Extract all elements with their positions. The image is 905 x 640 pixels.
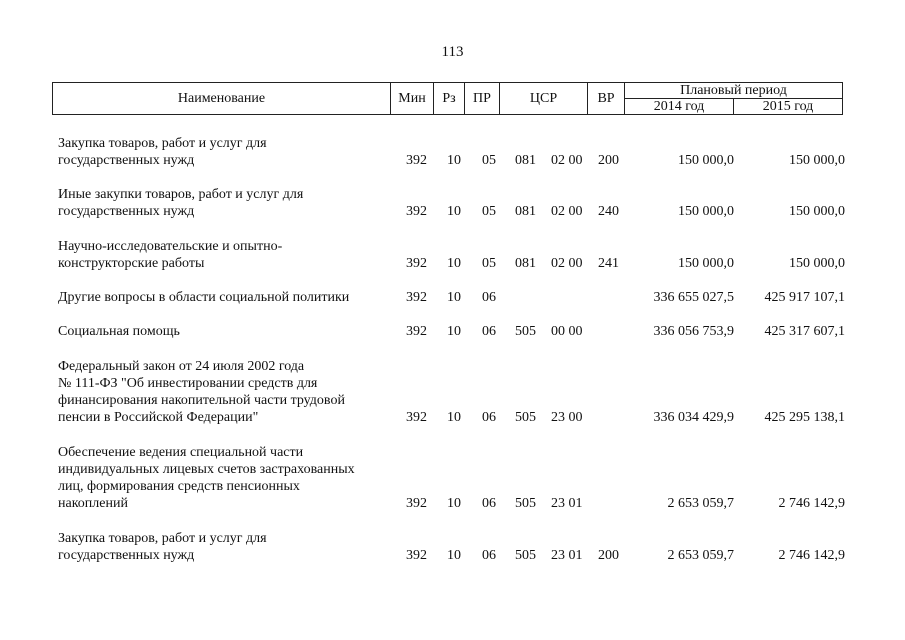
row-pr: 05 xyxy=(482,204,496,219)
row-rz: 10 xyxy=(447,290,461,305)
page-number: 113 xyxy=(441,44,464,60)
row-name: Обеспечение ведения специальной части индивидуальных лицевых счетов застрахованных лиц, формирования средств пенсионных накоплений xyxy=(58,445,355,511)
row-csr-code: 081 xyxy=(515,204,536,219)
row-rz: 10 xyxy=(447,410,461,425)
header-csr: ЦСР xyxy=(500,83,588,115)
row-2015-value: 2 746 142,9 xyxy=(778,496,845,511)
row-2014-value: 2 653 059,7 xyxy=(667,548,734,563)
row-csr-code: 505 xyxy=(515,410,536,425)
row-vr: 240 xyxy=(598,204,619,219)
row-2014-value: 150 000,0 xyxy=(678,204,734,219)
row-name: Закупка товаров, работ и услуг для государственных нужд xyxy=(58,136,267,168)
header-planned-period: Плановый период xyxy=(625,83,843,99)
row-2015-value: 425 295 138,1 xyxy=(764,410,845,425)
row-min: 392 xyxy=(406,496,427,511)
row-vr: 200 xyxy=(598,153,619,168)
header-name: Наименование xyxy=(53,83,391,115)
row-2014-value: 336 056 753,9 xyxy=(653,324,734,339)
row-csr-subcode: 02 00 xyxy=(551,153,583,168)
row-2014-value: 2 653 059,7 xyxy=(667,496,734,511)
row-pr: 05 xyxy=(482,256,496,271)
row-2015-value: 425 317 607,1 xyxy=(764,324,845,339)
header-year-2014: 2014 год xyxy=(625,99,734,115)
row-csr-subcode: 00 00 xyxy=(551,324,583,339)
row-rz: 10 xyxy=(447,256,461,271)
row-csr-subcode: 23 00 xyxy=(551,410,583,425)
row-csr-code: 081 xyxy=(515,153,536,168)
row-2015-value: 425 917 107,1 xyxy=(764,290,845,305)
table-row xyxy=(0,289,905,306)
row-rz: 10 xyxy=(447,496,461,511)
header-vr: ВР xyxy=(588,83,625,115)
row-csr-subcode: 23 01 xyxy=(551,548,583,563)
row-name: Закупка товаров, работ и услуг для государственных нужд xyxy=(58,531,267,563)
row-2015-value: 2 746 142,9 xyxy=(778,548,845,563)
table-row xyxy=(0,238,905,272)
table-row xyxy=(0,444,905,512)
row-min: 392 xyxy=(406,410,427,425)
row-2015-value: 150 000,0 xyxy=(789,153,845,168)
row-name: Социальная помощь xyxy=(58,324,180,339)
table-header xyxy=(52,82,843,115)
table-row xyxy=(0,186,905,220)
row-2014-value: 150 000,0 xyxy=(678,153,734,168)
row-csr-code: 081 xyxy=(515,256,536,271)
row-pr: 06 xyxy=(482,548,496,563)
row-2014-value: 336 655 027,5 xyxy=(653,290,734,305)
row-vr: 241 xyxy=(598,256,619,271)
row-pr: 06 xyxy=(482,410,496,425)
row-csr-subcode: 02 00 xyxy=(551,256,583,271)
row-name: Научно-исследовательские и опытно- конструкторские работы xyxy=(58,239,283,271)
row-vr: 200 xyxy=(598,548,619,563)
row-pr: 06 xyxy=(482,290,496,305)
row-min: 392 xyxy=(406,290,427,305)
row-2014-value: 336 034 429,9 xyxy=(653,410,734,425)
row-name: Другие вопросы в области социальной политики xyxy=(58,290,350,305)
header-year-2015: 2015 год xyxy=(734,99,843,115)
row-min: 392 xyxy=(406,548,427,563)
row-2015-value: 150 000,0 xyxy=(789,256,845,271)
row-name: Иные закупки товаров, работ и услуг для государственных нужд xyxy=(58,187,304,219)
row-csr-subcode: 02 00 xyxy=(551,204,583,219)
row-2015-value: 150 000,0 xyxy=(789,204,845,219)
row-csr-code: 505 xyxy=(515,324,536,339)
header-pr: ПР xyxy=(465,83,500,115)
row-name: Федеральный закон от 24 июля 2002 года № 111-ФЗ "Об инвестировании средств для финансирования накопительной части трудовой пенсии в Российской Федерации" xyxy=(58,359,345,425)
row-rz: 10 xyxy=(447,548,461,563)
row-rz: 10 xyxy=(447,324,461,339)
row-pr: 05 xyxy=(482,153,496,168)
row-min: 392 xyxy=(406,324,427,339)
table-row xyxy=(0,135,905,169)
row-csr-code: 505 xyxy=(515,496,536,511)
table-row xyxy=(0,530,905,564)
table-row xyxy=(0,358,905,426)
row-pr: 06 xyxy=(482,496,496,511)
row-csr-subcode: 23 01 xyxy=(551,496,583,511)
row-min: 392 xyxy=(406,204,427,219)
row-pr: 06 xyxy=(482,324,496,339)
table-row xyxy=(0,323,905,340)
row-min: 392 xyxy=(406,153,427,168)
row-rz: 10 xyxy=(447,153,461,168)
row-2014-value: 150 000,0 xyxy=(678,256,734,271)
row-csr-code: 505 xyxy=(515,548,536,563)
header-min: Мин xyxy=(391,83,434,115)
row-rz: 10 xyxy=(447,204,461,219)
header-rz: Рз xyxy=(434,83,465,115)
row-min: 392 xyxy=(406,256,427,271)
